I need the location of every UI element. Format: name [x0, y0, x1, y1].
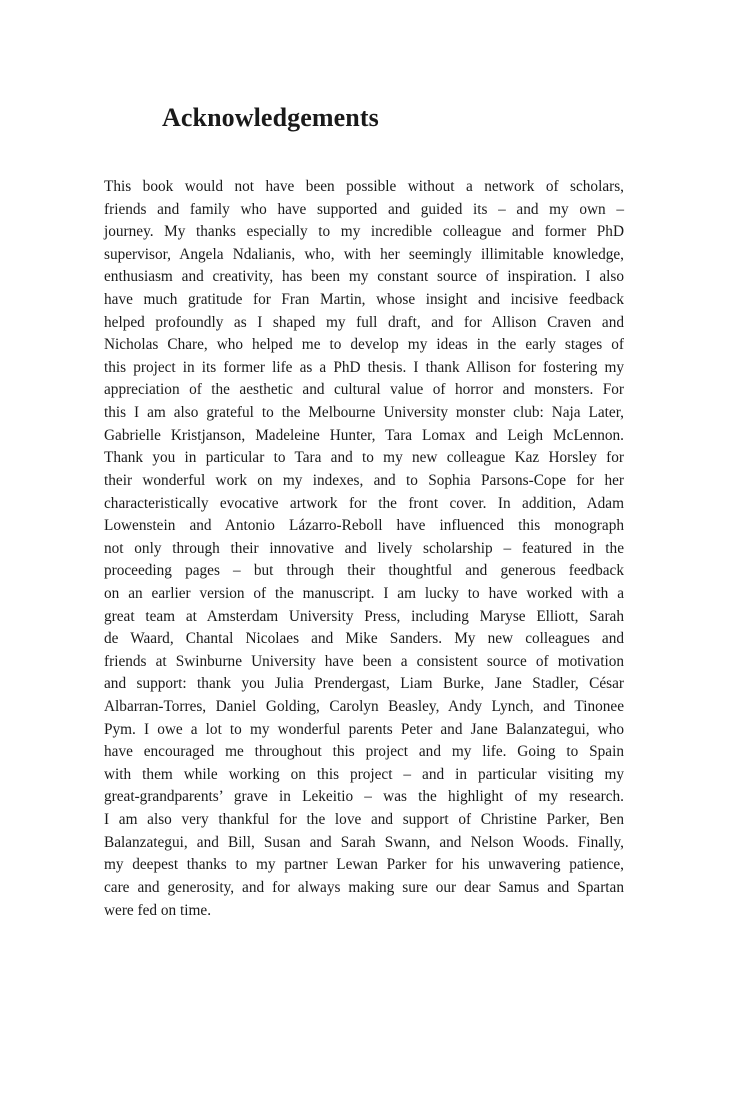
text-line: have much gratitude for Fran Martin, whose insight and incisive feedback	[104, 291, 624, 309]
text-line: friends and family who have supported and guided its – and my own –	[104, 200, 624, 218]
text-line: enthusiasm and creativity, has been my constant source of inspiration. I also	[104, 268, 624, 286]
text-line: care and generosity, and for always making sure our dear Samus and Spartan	[104, 878, 624, 896]
text-line: have encouraged me throughout this project and my life. Going to Spain	[104, 743, 624, 761]
text-line: Balanzategui, and Bill, Susan and Sarah Swann, and Nelson Woods. Finally,	[104, 833, 624, 851]
text-line: great-grandparents’ grave in Lekeitio – was the highlight of my research.	[104, 788, 624, 806]
text-line: de Waard, Chantal Nicolaes and Mike Sanders. My new colleagues and	[104, 630, 624, 648]
text-line: supervisor, Angela Ndalianis, who, with her seemingly illimitable knowledge,	[104, 245, 624, 263]
text-line: Gabrielle Kristjanson, Madeleine Hunter, Tara Lomax and Leigh McLennon.	[104, 426, 624, 444]
text-line: this I am also grateful to the Melbourne University monster club: Naja Later,	[104, 404, 624, 422]
text-line: appreciation of the aesthetic and cultural value of horror and monsters. For	[104, 381, 624, 399]
text-line: Albarran-Torres, Daniel Golding, Carolyn Beasley, Andy Lynch, and Tinonee	[104, 698, 624, 716]
text-line: not only through their innovative and lively scholarship – featured in the	[104, 539, 624, 557]
text-line: Nicholas Chare, who helped me to develop my ideas in the early stages of	[104, 336, 624, 354]
text-line: Pym. I owe a lot to my wonderful parents Peter and Jane Balanzategui, who	[104, 720, 624, 738]
text-line: with them while working on this project – and in particular visiting my	[104, 765, 624, 783]
text-line: helped profoundly as I shaped my full draft, and for Allison Craven and	[104, 313, 624, 331]
text-line: were fed on time.	[104, 901, 212, 919]
text-line: and support: thank you Julia Prendergast, Liam Burke, Jane Stadler, César	[104, 675, 624, 693]
text-line: their wonderful work on my indexes, and to Sophia Parsons-Cope for her	[104, 471, 624, 489]
text-line: this project in its former life as a PhD thesis. I thank Allison for fostering my	[104, 358, 624, 376]
text-line: my deepest thanks to my partner Lewan Parker for his unwavering patience,	[104, 856, 624, 874]
text-line: Lowenstein and Antonio Lázarro-Reboll have influenced this monograph	[104, 517, 624, 535]
text-line: great team at Amsterdam University Press, including Maryse Elliott, Sarah	[104, 607, 624, 625]
text-line: on an earlier version of the manuscript. I am lucky to have worked with a	[104, 584, 624, 602]
text-line: journey. My thanks especially to my incredible colleague and former PhD	[104, 223, 624, 241]
text-line: characteristically evocative artwork for the front cover. In addition, Adam	[104, 494, 624, 512]
text-line: This book would not have been possible without a network of scholars,	[104, 178, 624, 195]
text-line: friends at Swinburne University have been a consistent source of motivation	[104, 652, 624, 670]
text-line: I am also very thankful for the love and support of Christine Parker, Ben	[104, 811, 624, 829]
text-line: proceeding pages – but through their thoughtful and generous feedback	[104, 562, 624, 580]
text-line: Thank you in particular to Tara and to my new colleague Kaz Horsley for	[104, 449, 624, 467]
page-title: Acknowledgements	[162, 103, 379, 132]
acknowledgements-paragraph	[104, 176, 624, 922]
